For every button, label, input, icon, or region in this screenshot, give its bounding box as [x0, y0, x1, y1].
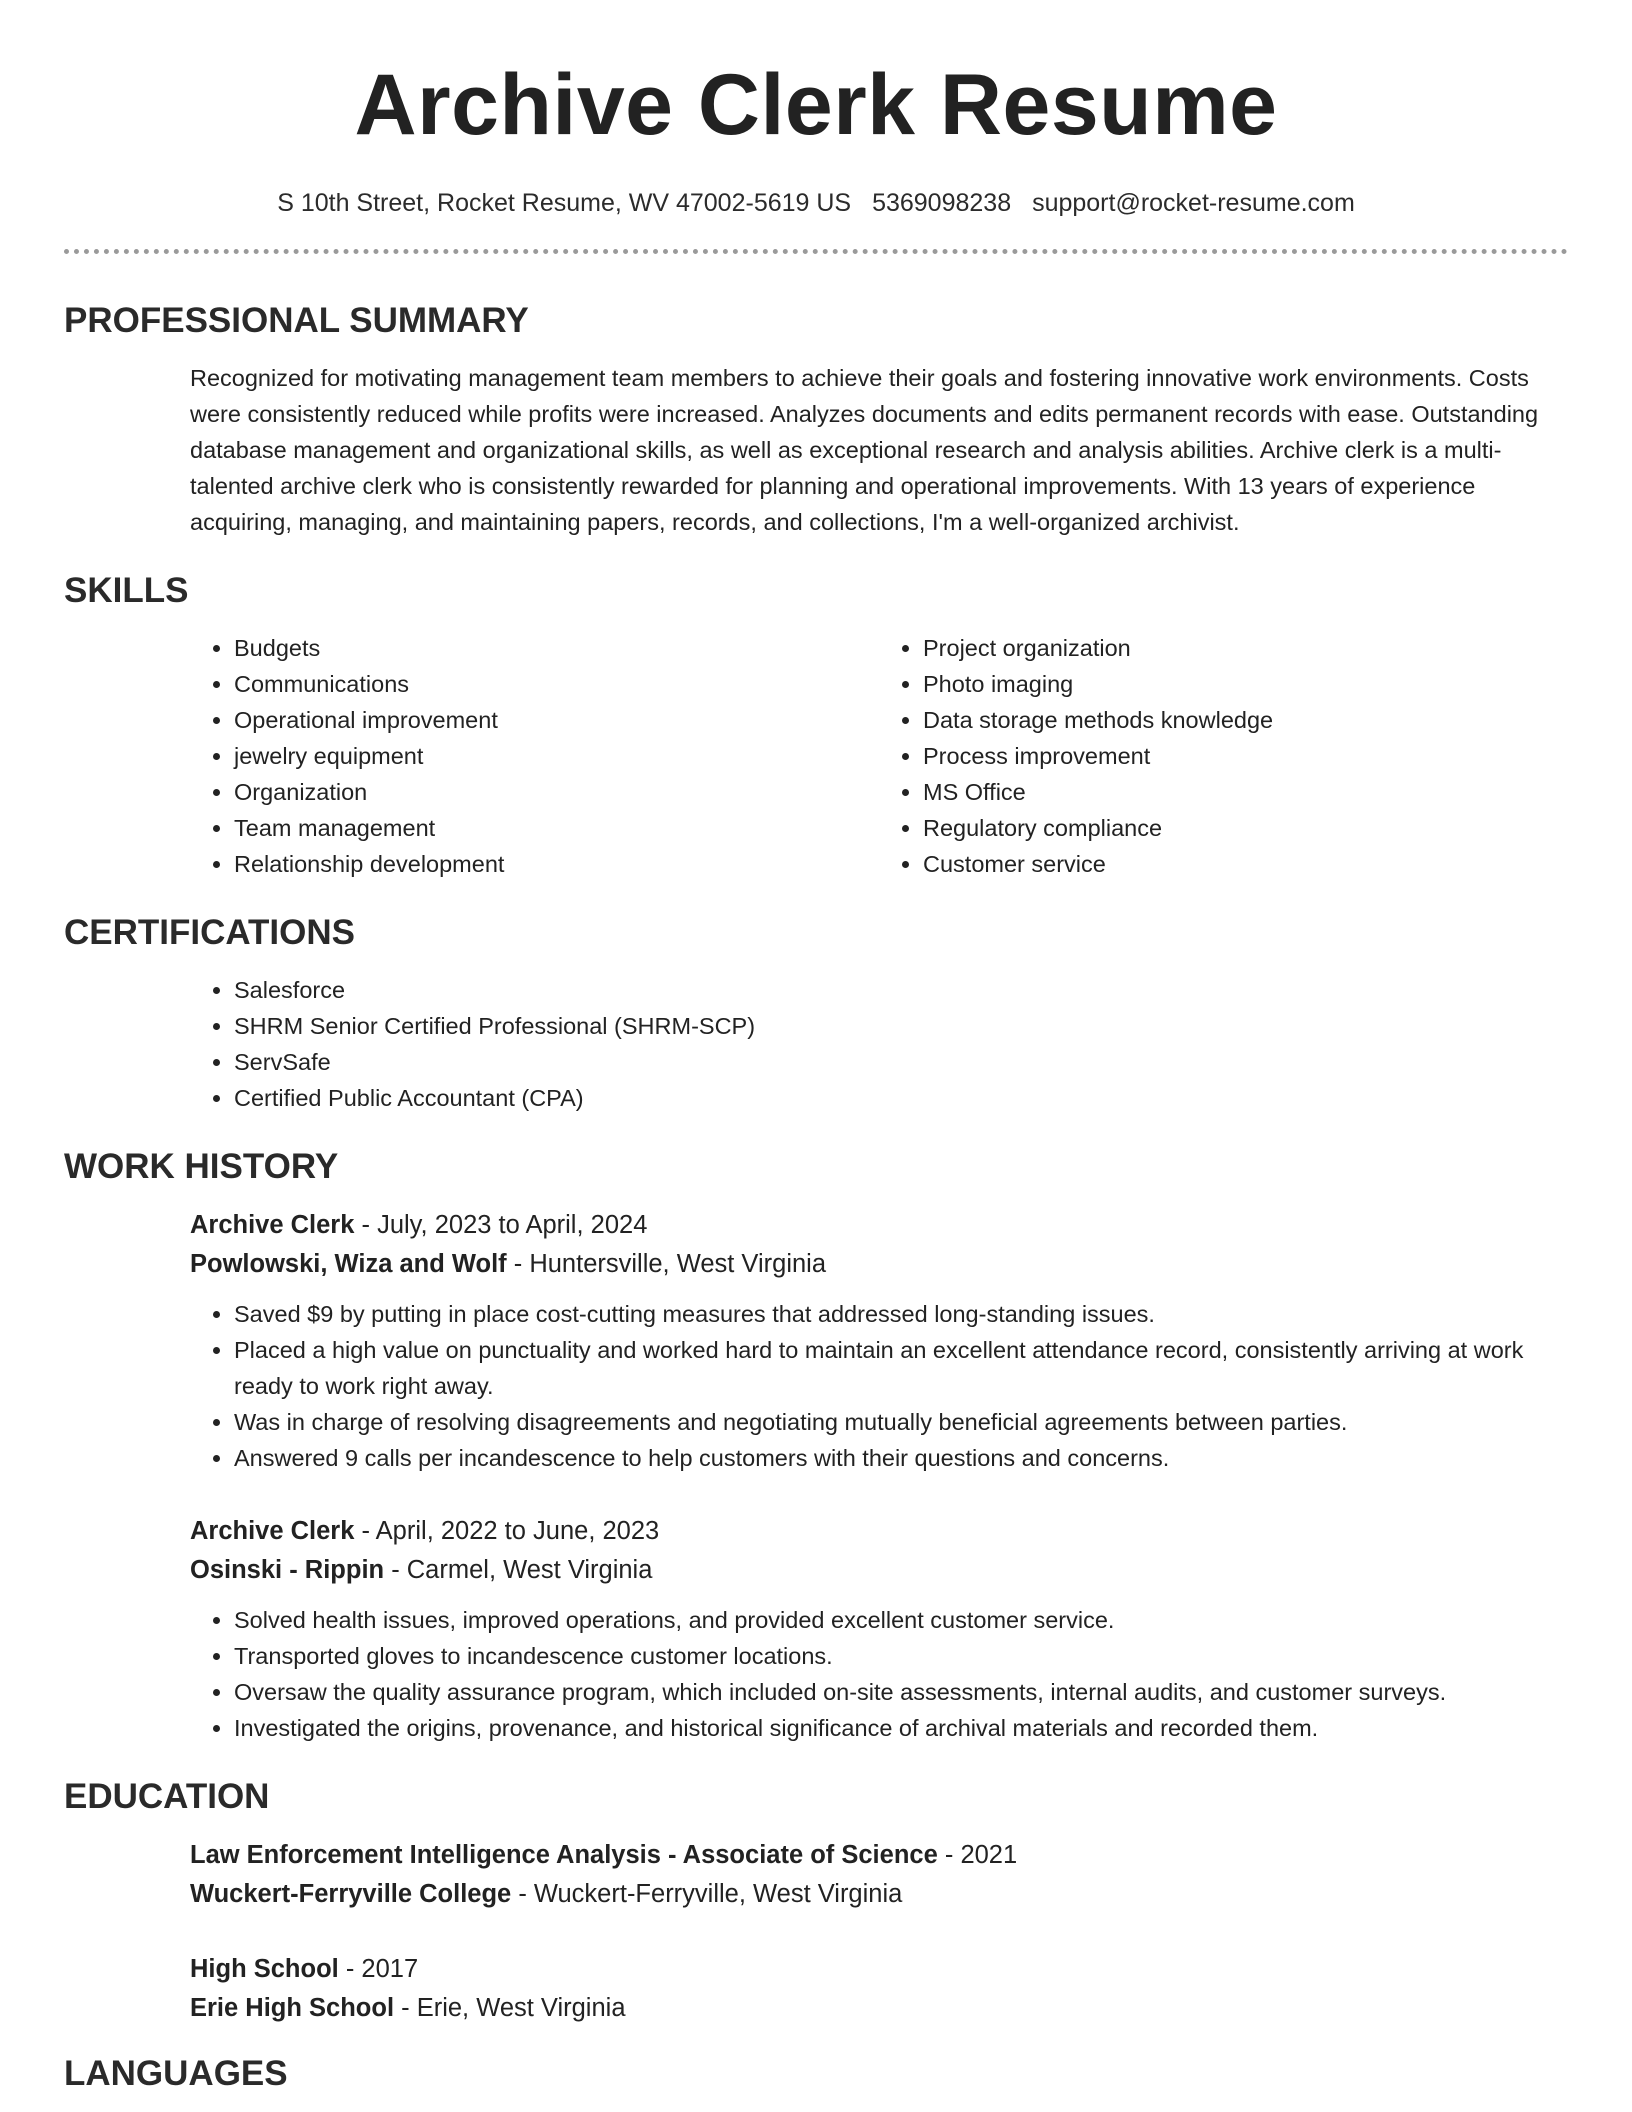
job-title-line	[190, 1512, 1568, 1551]
certification-item: • ServSafe	[234, 1044, 1568, 1080]
education-degree-line	[190, 1950, 1568, 1989]
skill-item: • Project organization	[923, 630, 1568, 666]
job-title-line	[190, 1206, 1568, 1245]
languages-heading: LANGUAGES	[64, 2054, 288, 2093]
contact-email[interactable]: support@rocket-resume.com	[1032, 189, 1355, 217]
job-entry	[190, 1512, 1568, 1746]
education-entry	[190, 1836, 1568, 1914]
work-history-body	[190, 1206, 1568, 1746]
skills-list-left	[190, 630, 879, 882]
job-bullet: • Oversaw the quality assurance program, which included on-site assessments, internal audits, and customer surveys.	[234, 1674, 1568, 1710]
certification-item: • Salesforce	[234, 972, 1568, 1008]
job-bullets	[190, 1296, 1568, 1476]
education-school: Wuckert-Ferryville College	[190, 1880, 512, 1908]
certifications-body	[190, 972, 1568, 1116]
skill-item: • Photo imaging	[923, 666, 1568, 702]
job-bullet: • Answered 9 calls per incandescence to help customers with their questions and concerns.	[234, 1440, 1568, 1476]
job-bullet: • Placed a high value on punctuality and worked hard to maintain an excellent attendance record, consistently arriving at work ready to work right away.	[234, 1332, 1568, 1404]
job-bullet: • Investigated the origins, provenance, and historical significance of archival materials and recorded them.	[234, 1710, 1568, 1746]
skill-item: • Budgets	[234, 630, 879, 666]
education-degree: High School	[190, 1955, 339, 1983]
summary-heading: PROFESSIONAL SUMMARY	[64, 301, 529, 340]
certification-item: • SHRM Senior Certified Professional (SHRM-SCP)	[234, 1008, 1568, 1044]
skill-item: • Process improvement	[923, 738, 1568, 774]
contact-phone: 5369098238	[872, 189, 1012, 217]
job-company-line	[190, 1551, 1568, 1590]
work-history-heading: WORK HISTORY	[64, 1147, 339, 1186]
education-year: - 2021	[937, 1841, 1018, 1869]
skill-item: • Communications	[234, 666, 879, 702]
resume-page	[64, 0, 1568, 2095]
job-bullet: • Was in charge of resolving disagreements and negotiating mutually beneficial agreements between parties.	[234, 1404, 1568, 1440]
skill-item: • Team management	[234, 810, 879, 846]
certification-item: • Certified Public Accountant (CPA)	[234, 1080, 1568, 1116]
skill-item: • Customer service	[923, 846, 1568, 882]
job-company-line	[190, 1245, 1568, 1284]
certifications-heading: CERTIFICATIONS	[64, 913, 356, 952]
skill-item: • Regulatory compliance	[923, 810, 1568, 846]
contact-address: S 10th Street, Rocket Resume, WV 47002-5619 US	[277, 189, 852, 217]
education-school: Erie High School	[190, 1994, 395, 2022]
skill-item: • Operational improvement	[234, 702, 879, 738]
job-bullet: • Solved health issues, improved operations, and provided excellent customer service.	[234, 1602, 1568, 1638]
certifications-list	[190, 972, 1568, 1116]
languages-section	[64, 2053, 1568, 2095]
skills-heading: SKILLS	[64, 571, 189, 610]
skills-section	[64, 570, 1568, 882]
job-bullets	[190, 1602, 1568, 1746]
skill-item: • Relationship development	[234, 846, 879, 882]
job-company: Osinski - Rippin	[190, 1556, 385, 1584]
contact-line	[64, 188, 1568, 218]
education-heading: EDUCATION	[64, 1777, 270, 1816]
job-bullet: • Saved $9 by putting in place cost-cutting measures that addressed long-standing issues.	[234, 1296, 1568, 1332]
job-bullet: • Transported gloves to incandescence customer locations.	[234, 1638, 1568, 1674]
job-location: - Huntersville, West Virginia	[506, 1250, 827, 1278]
skill-item: • MS Office	[923, 774, 1568, 810]
skill-item: • Data storage methods knowledge	[923, 702, 1568, 738]
education-school-line	[190, 1875, 1568, 1914]
job-dates: - April, 2022 to June, 2023	[354, 1517, 660, 1545]
education-entry	[190, 1950, 1568, 2028]
education-location: - Erie, West Virginia	[394, 1994, 626, 2022]
education-degree: Law Enforcement Intelligence Analysis - Associate of Science	[190, 1841, 938, 1869]
skills-columns	[190, 630, 1568, 882]
skill-item: • jewelry equipment	[234, 738, 879, 774]
skill-item: • Organization	[234, 774, 879, 810]
job-location: - Carmel, West Virginia	[384, 1556, 653, 1584]
summary-section	[64, 300, 1568, 540]
education-degree-line	[190, 1836, 1568, 1875]
resume-title: Archive Clerk Resume	[354, 57, 1278, 153]
skills-list-right	[879, 630, 1568, 882]
education-year: - 2017	[338, 1955, 419, 1983]
job-dates: - July, 2023 to April, 2024	[354, 1211, 648, 1239]
job-title: Archive Clerk	[190, 1517, 355, 1545]
job-title: Archive Clerk	[190, 1211, 355, 1239]
header-divider	[64, 249, 1568, 254]
summary-text: Recognized for motivating management team members to achieve their goals and fostering innovative work environments. Costs were consistently reduced while profits were increased. Analyzes documents and edits permanent records with ease. Outstanding database management and organizational skills, as well as exceptional research and analysis abilities. Archive clerk is a multi-talented archive clerk who is consistently rewarded for planning and operational improvements. With 13 years of experience acquiring, managing, and maintaining papers, records, and collections, I'm a well-organized archivist.	[190, 365, 1539, 535]
certifications-section	[64, 912, 1568, 1116]
job-entry	[190, 1206, 1568, 1476]
education-school-line	[190, 1989, 1568, 2028]
education-location: - Wuckert-Ferryville, West Virginia	[511, 1880, 903, 1908]
education-section	[64, 1776, 1568, 2028]
work-history-section	[64, 1146, 1568, 1746]
education-body	[190, 1836, 1568, 2028]
job-company: Powlowski, Wiza and Wolf	[190, 1250, 507, 1278]
